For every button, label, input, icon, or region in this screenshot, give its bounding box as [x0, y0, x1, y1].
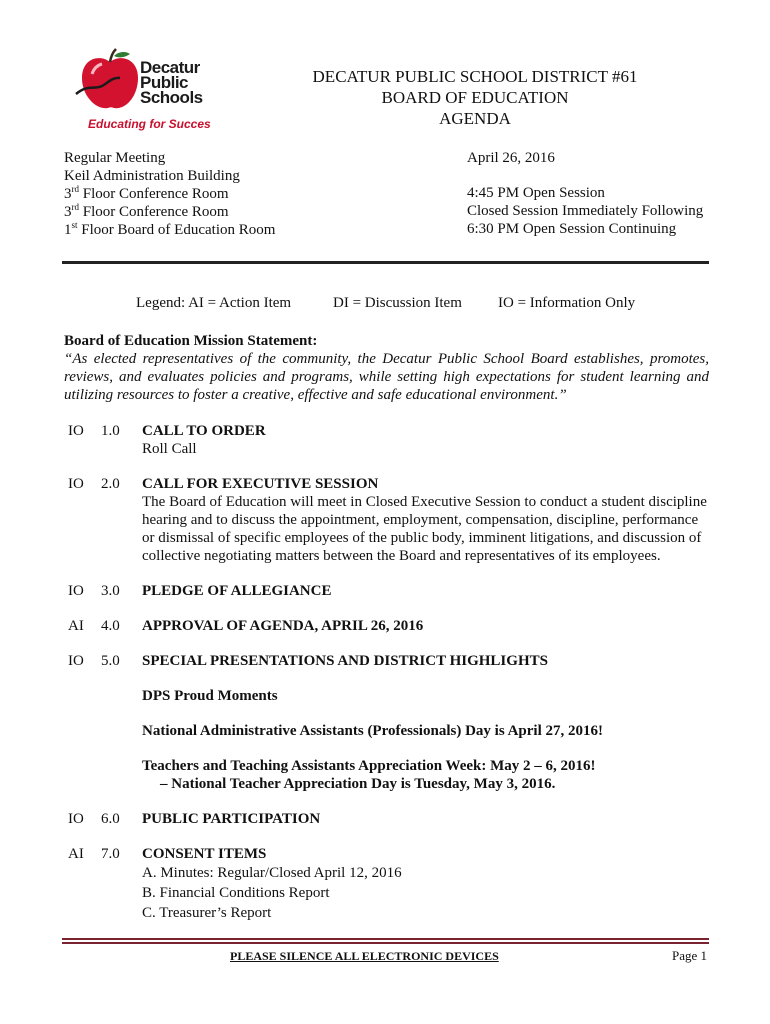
item-title: CALL TO ORDER: [142, 423, 266, 439]
highlight-teacher-appreciation-day: – National Teacher Appreciation Day is Tuesday, May 3, 2016.: [160, 776, 556, 792]
item-type: IO: [68, 811, 84, 827]
item-title: SPECIAL PRESENTATIONS AND DISTRICT HIGHLIGHTS: [142, 653, 548, 669]
item-type: IO: [68, 423, 84, 439]
item-title: PLEDGE OF ALLEGIANCE: [142, 583, 332, 599]
item-description: The Board of Education will meet in Closed Executive Session to conduct a student discipline hearing and to discuss the appointment, employment, compensation, discipline, performance or dismissal of specific employees of the public body, imminent litigations, and discussion of collective negotiating matters between the Board and representatives of its employees.: [142, 494, 707, 564]
board-name: BOARD OF EDUCATION: [381, 88, 569, 107]
item-number: 7.0: [101, 846, 120, 862]
open-session-time: 4:45 PM Open Session: [467, 185, 605, 201]
consent-item: A. Minutes: Regular/Closed April 12, 2016: [142, 865, 402, 881]
meeting-info: [64, 149, 275, 239]
doc-type: AGENDA: [439, 109, 511, 128]
item-type: AI: [68, 846, 84, 862]
item-number: 1.0: [101, 423, 120, 439]
item-title: CALL FOR EXECUTIVE SESSION: [142, 476, 379, 492]
closed-session-note: Closed Session Immediately Following: [467, 203, 704, 219]
consent-item: C. Treasurer’s Report: [142, 905, 272, 921]
document-title: [280, 66, 670, 129]
continuing-session-time: 6:30 PM Open Session Continuing: [467, 221, 677, 237]
item-type: AI: [68, 618, 84, 634]
footer-divider: [62, 938, 709, 940]
meeting-type: Regular Meeting: [64, 150, 166, 166]
legend-information: IO = Information Only: [498, 295, 636, 311]
mission-heading: Board of Education Mission Statement:: [64, 333, 318, 349]
apple-icon: [74, 44, 146, 116]
item-number: 4.0: [101, 618, 120, 634]
consent-item: B. Financial Conditions Report: [142, 885, 330, 901]
agenda-item: [64, 845, 714, 923]
item-type: IO: [68, 476, 84, 492]
item-title: CONSENT ITEMS: [142, 846, 267, 862]
highlight-proud-moments: DPS Proud Moments: [142, 688, 278, 704]
mission-text: “As elected representatives of the community, the Decatur Public School Board establishes, promotes, reviews, and evaluates policies and programs, while setting high expectations for student learning and utilizing resources to foster a creative, effective and safe educational environment.”: [64, 351, 709, 403]
meeting-room-2: 3rd Floor Conference Room: [64, 202, 229, 220]
legend-discussion: DI = Discussion Item: [333, 295, 462, 311]
item-title: APPROVAL OF AGENDA, APRIL 26, 2016: [142, 618, 424, 634]
legend-action: Legend: AI = Action Item: [136, 295, 292, 311]
highlight-admin-assistants-day: National Administrative Assistants (Professionals) Day is April 27, 2016!: [142, 723, 603, 739]
item-number: 5.0: [101, 653, 120, 669]
agenda-item: [64, 810, 714, 828]
agenda-item: [64, 617, 714, 635]
meeting-date: April 26, 2016: [467, 150, 555, 166]
item-type: IO: [68, 653, 84, 669]
brand-line-2: Public: [140, 73, 189, 92]
item-number: 6.0: [101, 811, 120, 827]
brand-name: [140, 60, 203, 105]
logo-tagline: Educating for Succes: [88, 117, 211, 131]
district-logo: [74, 44, 224, 134]
schedule-info: [467, 149, 703, 238]
meeting-room-3: 1st Floor Board of Education Room: [64, 220, 276, 238]
item-number: 2.0: [101, 476, 120, 492]
brand-line-1: Decatur: [140, 58, 200, 77]
district-name: DECATUR PUBLIC SCHOOL DISTRICT #61: [312, 67, 638, 86]
footer-notice: PLEASE SILENCE ALL ELECTRONIC DEVICES: [230, 949, 499, 963]
page-number: Page 1: [672, 948, 708, 963]
footer-divider-secondary: [62, 942, 709, 944]
highlight-teacher-appreciation-week: Teachers and Teaching Assistants Appreciation Week: May 2 – 6, 2016!: [142, 758, 596, 774]
meeting-room-1: 3rd Floor Conference Room: [64, 184, 229, 202]
brand-line-3: Schools: [140, 88, 203, 107]
agenda-item: [64, 422, 714, 458]
header-divider: [62, 261, 709, 264]
item-number: 3.0: [101, 583, 120, 599]
item-description: Roll Call: [142, 441, 197, 457]
agenda-list: [64, 422, 714, 940]
agenda-item: [64, 475, 714, 565]
meeting-building: Keil Administration Building: [64, 168, 240, 184]
agenda-item: [64, 582, 714, 600]
agenda-item: [64, 652, 714, 793]
item-title: PUBLIC PARTICIPATION: [142, 811, 321, 827]
consent-items-list: [142, 863, 714, 923]
item-type: IO: [68, 583, 84, 599]
